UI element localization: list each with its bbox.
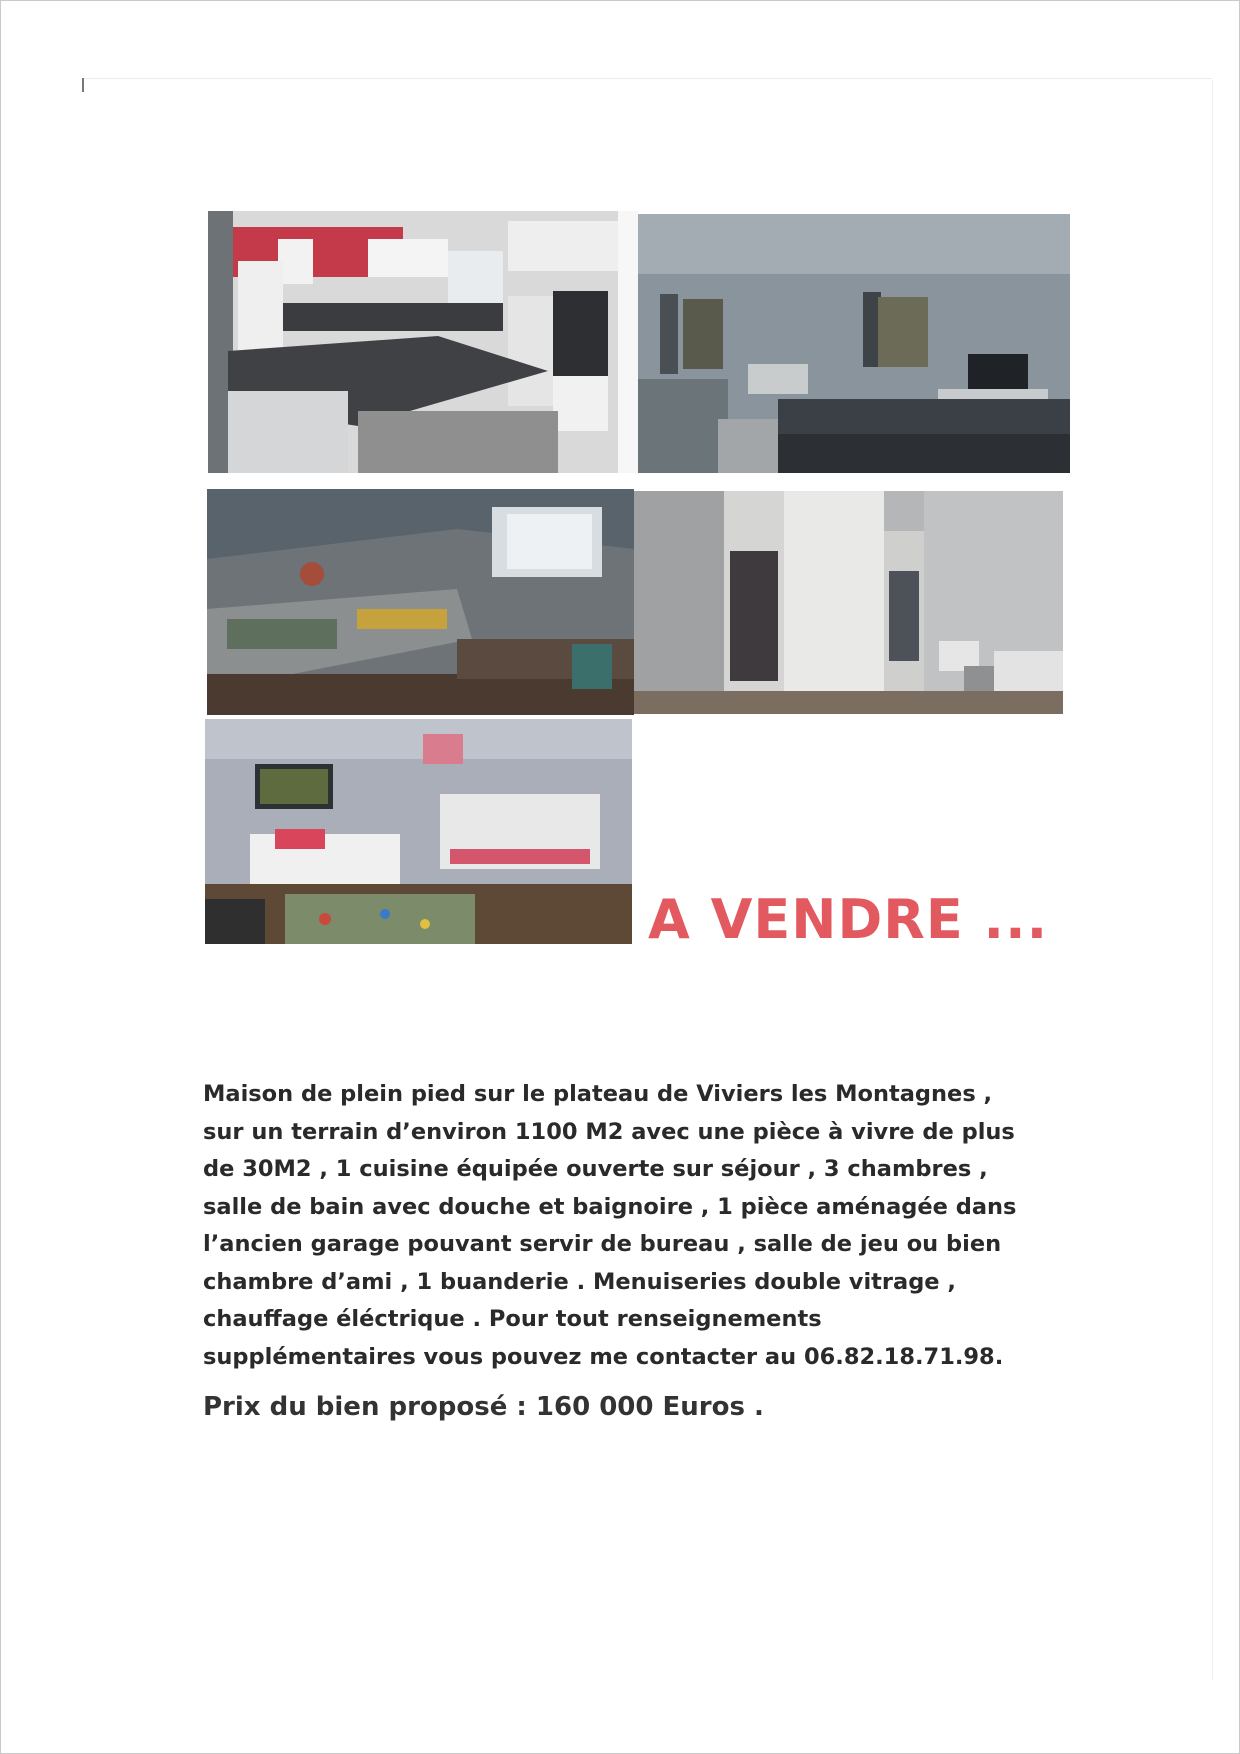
bedroom-photo xyxy=(207,489,634,715)
wardrobe-photo xyxy=(634,491,1063,714)
children-bedroom-photo xyxy=(205,719,632,944)
description-line: l’ancien garage pouvant servir de bureau , salle de jeu ou bien xyxy=(203,1231,1002,1257)
for-sale-headline: A VENDRE ... xyxy=(648,888,1049,951)
description-line: de 30M2 , 1 cuisine équipée ouverte sur séjour , 3 chambres , xyxy=(203,1156,988,1182)
description-line: chambre d’ami , 1 buanderie . Menuiseries double vitrage , xyxy=(203,1268,956,1295)
living-room-photo xyxy=(638,214,1070,473)
description-line: chauffage éléctrique . Pour tout renseignements xyxy=(203,1306,822,1332)
scan-edge-right xyxy=(1212,80,1213,1680)
property-description xyxy=(203,1076,1093,1376)
price-line: Prix du bien proposé : 160 000 Euros . xyxy=(203,1392,764,1422)
description-line: sur un terrain d’environ 1100 M2 avec une pièce à vivre de plus xyxy=(203,1118,1015,1145)
kitchen-photo xyxy=(208,211,638,473)
scan-edge-top xyxy=(82,78,1212,79)
description-line: salle de bain avec douche et baignoire , 1 pièce aménagée dans xyxy=(203,1193,1017,1220)
description-line: Maison de plein pied sur le plateau de Viviers les Montagnes , xyxy=(203,1081,993,1107)
description-line: supplémentaires vous pouvez me contacter au 06.82.18.71.98. xyxy=(203,1343,1004,1370)
scan-mark xyxy=(82,78,84,92)
